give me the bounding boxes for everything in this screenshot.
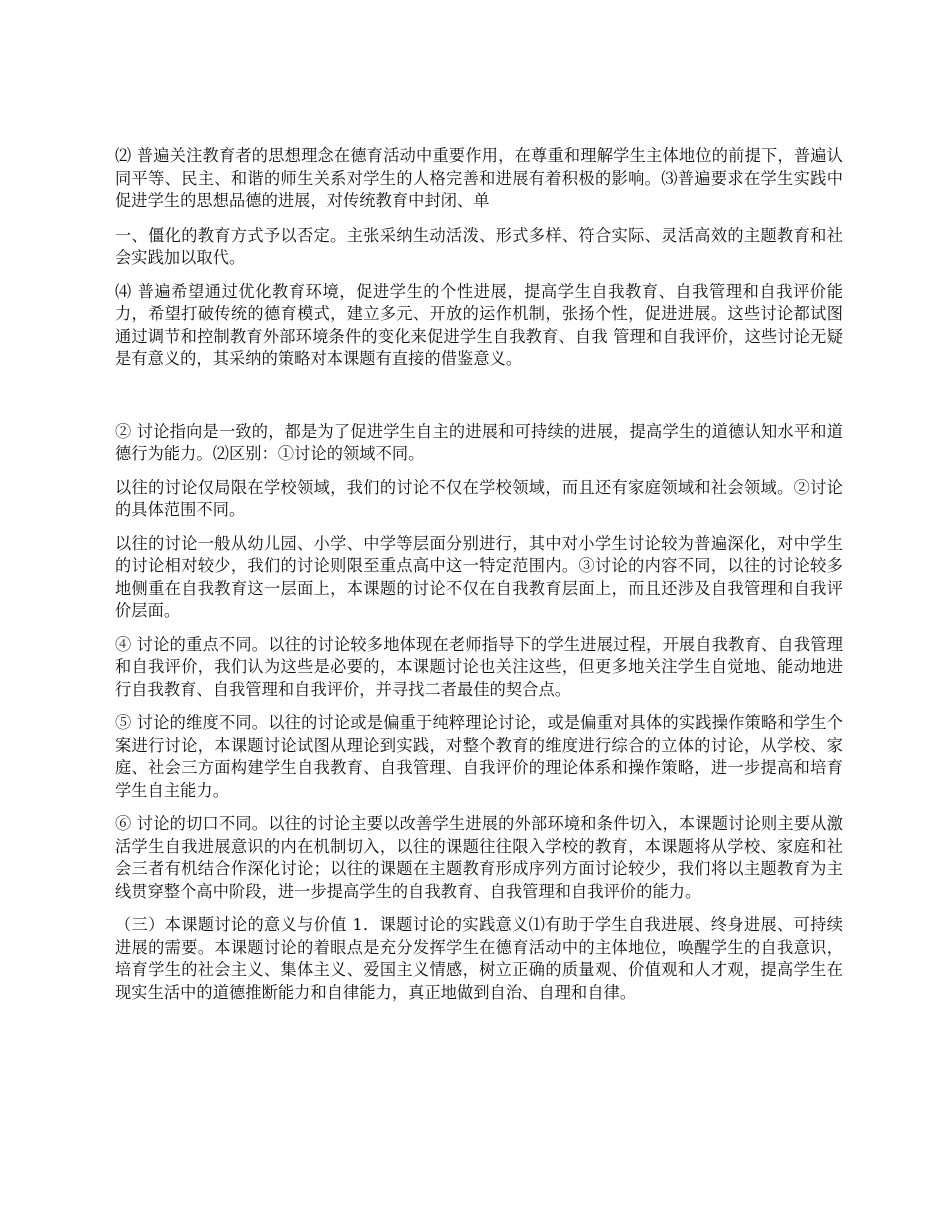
paragraph-1: ⑵ 普遍关注教育者的思想理念在德育活动中重要作用，在尊重和理解学生主体地位的前提下，普遍认同平等、民主、和谐的师生关系对学生的人格完善和进展有着积极的影响。⑶普遍要求在学生实践中促进学生的思想品德的进展，对传统教育中封闭、单 [115, 146, 843, 210]
paragraph-3: ⑷ 普遍希望通过优化教育环境，促进学生的个性进展，提高学生自我教育、自我管理和自我评价能力，希望打破传统的德育模式，建立多元、开放的运作机制，张扬个性，促进进展。这些讨论都试图通过调节和控制教育外部环境条件的变化来促进学生自我教育、自我 管理和自我评价，这些讨论无疑是有意义的，其采纳的策略对本课题有直接的借鉴意义。 [115, 281, 843, 368]
paragraph-9: ⑥ 讨论的切口不同。以往的讨论主要以改善学生进展的外部环境和条件切入，本课题讨论则主要从激活学生自我进展意识的内在机制切入，以往的课题往往限入学校的教育，本课题将从学校、家庭和社会三者有机结合作深化讨论；以往的课题在主题教育形成序列方面讨论较少，我们将以主题教育为主线贯穿整个高中阶段，进一步提高学生的自我教育、自我管理和自我评价的能力。 [115, 814, 843, 901]
paragraph-2: 一、僵化的教育方式予以否定。主张采纳生动活泼、形式多样、符合实际、灵活高效的主题教育和社会实践加以取代。 [115, 225, 843, 267]
paragraph-10: （三）本课题讨论的意义与价值 1．课题讨论的实践意义⑴有助于学生自我进展、终身进展、可持续进展的需要。本课题讨论的着眼点是充分发挥学生在德育活动中的主体地位，唤醒学生的自我意识，培育学生的社会主义、集体主义、爱国主义情感，树立正确的质量观、价值观和人才观，提高学生在现实生活中的道德推断能力和自律能力，真正地做到自治、自理和自律。 [115, 915, 843, 1002]
paragraph-6: 以往的讨论一般从幼儿园、小学、中学等层面分别进行，其中对小学生讨论较为普遍深化，对中学生的讨论相对较少，我们的讨论则限至重点高中这一特定范围内。③讨论的内容不同，以往的讨论较多地侧重在自我教育这一层面上，本课题的讨论不仅在自我教育层面上，而且还涉及自我管理和自我评价层面。 [115, 533, 843, 620]
document-body [115, 145, 843, 1015]
paragraph-7: ④ 讨论的重点不同。以往的讨论较多地体现在老师指导下的学生进展过程，开展自我教育、自我管理和自我评价，我们认为这些是必要的，本课题讨论也关注这些，但更多地关注学生自觉地、能动地进行自我教育、自我管理和自我评价，并寻找二者最佳的契合点。 [115, 634, 843, 699]
paragraph-5: 以往的讨论仅局限在学校领域，我们的讨论不仅在学校领域，而且还有家庭领域和社会领域。②讨论的具体范围不同。 [115, 477, 843, 519]
paragraph-8: ⑤ 讨论的维度不同。以往的讨论或是偏重于纯粹理论讨论，或是偏重对具体的实践操作策略和学生个案进行讨论，本课题讨论试图从理论到实践，对整个教育的维度进行综合的立体的讨论，从学校、家庭、社会三方面构建学生自我教育、自我管理、自我评价的理论体系和操作策略，进一步提高和培育学生自主能力。 [115, 713, 843, 800]
paragraph-4: ② 讨论指向是一致的，都是为了促进学生自主的进展和可持续的进展，提高学生的道德认知水平和道德行为能力。⑵区别：①讨论的领域不同。 [115, 421, 843, 463]
